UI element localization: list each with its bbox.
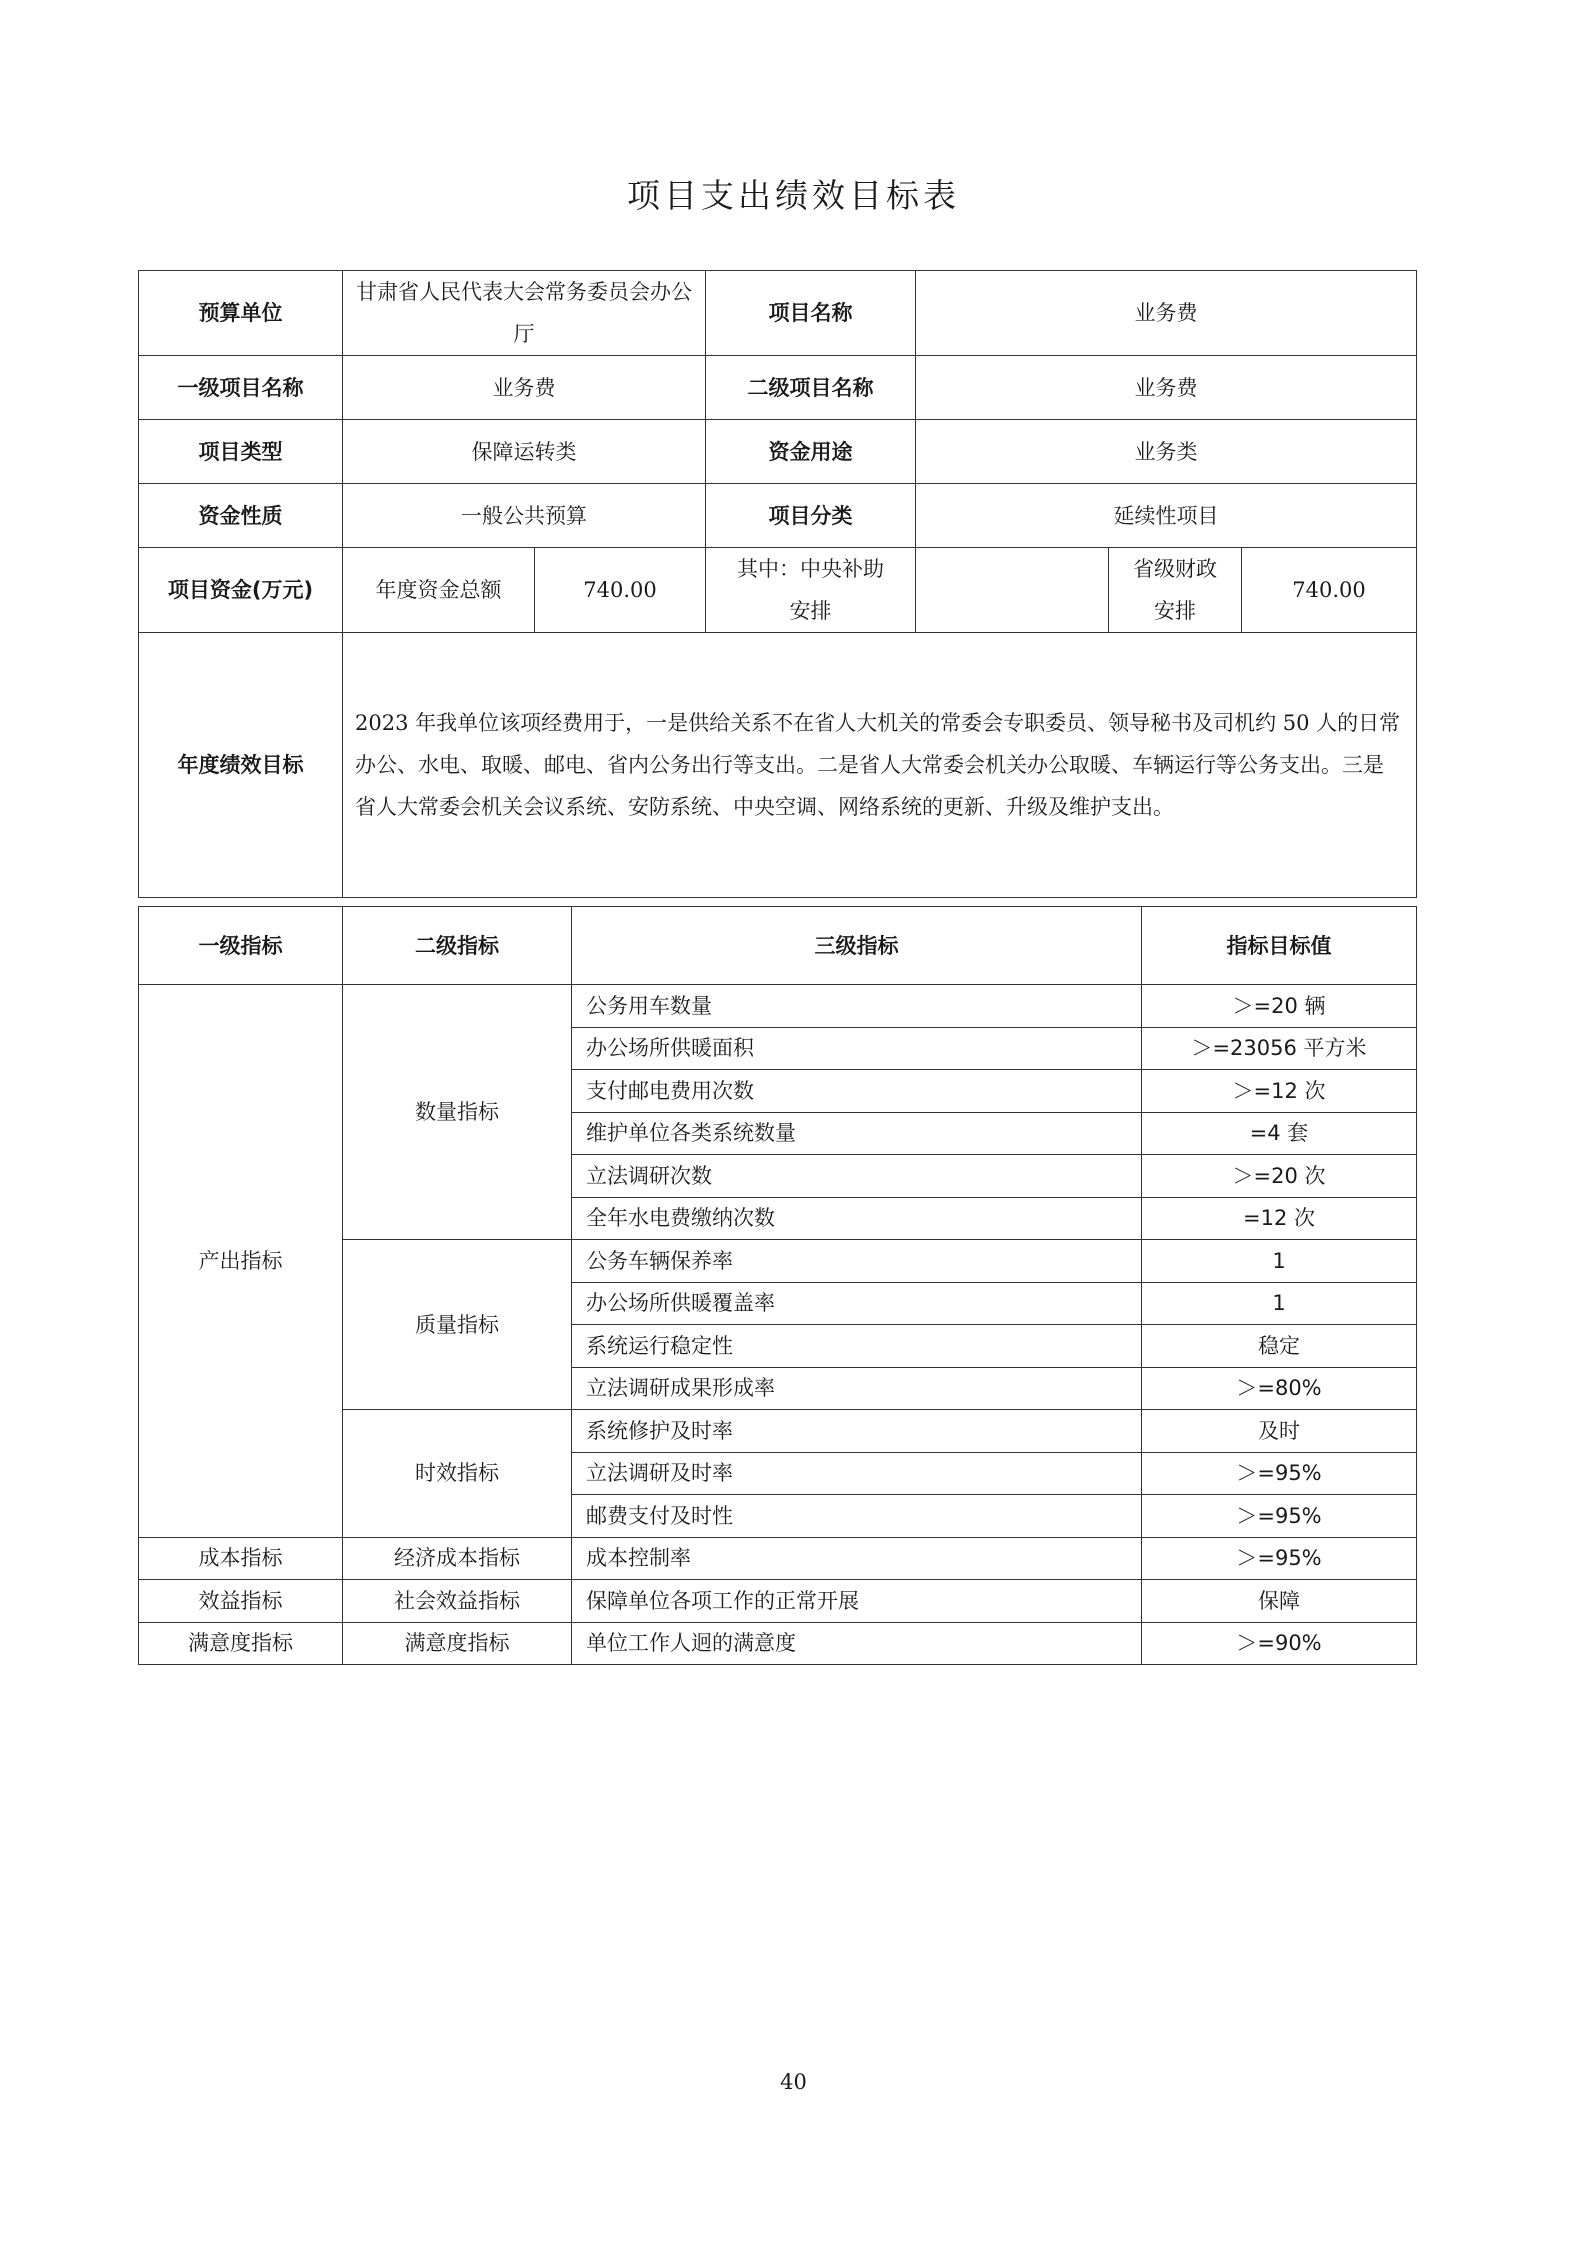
- funds-provincial-value: 740.00: [1242, 548, 1417, 633]
- fund-nature-value: 一般公共预算: [343, 484, 706, 548]
- table-row: [139, 985, 1417, 1028]
- indicator-value: ＞=95%: [1142, 1452, 1417, 1495]
- indicator-name: 邮费支付及时性: [572, 1495, 1142, 1538]
- budget-unit-value: 甘肃省人民代表大会常务委员会办公厅: [343, 271, 706, 356]
- indicator-value: 1: [1142, 1240, 1417, 1283]
- fund-nature-label: 资金性质: [139, 484, 343, 548]
- project-name-value: 业务费: [916, 271, 1417, 356]
- funds-central-value: [916, 548, 1109, 633]
- table-row: [139, 1622, 1417, 1665]
- page-number: 40: [780, 2070, 807, 2094]
- funds-label: 项目资金(万元): [139, 548, 343, 633]
- header-level1: 一级指标: [139, 907, 343, 985]
- indicator-value: ＞=20 次: [1142, 1155, 1417, 1198]
- performance-target-table: [138, 270, 1417, 898]
- indicator-name: 支付邮电费用次数: [572, 1070, 1142, 1113]
- indicator-name: 全年水电费缴纳次数: [572, 1197, 1142, 1240]
- table-row: [139, 1537, 1417, 1580]
- indicator-value: ＞=12 次: [1142, 1070, 1417, 1113]
- row-project-type: [139, 420, 1417, 484]
- indicator-value: 稳定: [1142, 1325, 1417, 1368]
- header-target: 指标目标值: [1142, 907, 1417, 985]
- project-class-value: 延续性项目: [916, 484, 1417, 548]
- row-annual-goal: [139, 633, 1417, 898]
- page-title: 项目支出绩效目标表: [627, 176, 960, 215]
- indicator-name: 办公场所供暖覆盖率: [572, 1282, 1142, 1325]
- funds-central-label: 其中：中央补助安排: [706, 548, 916, 633]
- project-type-label: 项目类型: [139, 420, 343, 484]
- project-class-label: 项目分类: [706, 484, 916, 548]
- funds-provincial-label: 省级财政安排: [1109, 548, 1242, 633]
- indicator-name: 立法调研及时率: [572, 1452, 1142, 1495]
- indicator-name: 立法调研次数: [572, 1155, 1142, 1198]
- fund-use-label: 资金用途: [706, 420, 916, 484]
- indicator-name: 单位工作人迥的满意度: [572, 1622, 1142, 1665]
- indicator-value: =4 套: [1142, 1112, 1417, 1155]
- indicator-value: 保障: [1142, 1580, 1417, 1623]
- indicator-name: 系统修护及时率: [572, 1410, 1142, 1453]
- indicator-table: [138, 906, 1417, 1665]
- quantity-indicator-label: 数量指标: [343, 985, 572, 1240]
- table-row: [139, 1580, 1417, 1623]
- indicator-header-row: [139, 907, 1417, 985]
- goal-text: 2023 年我单位该项经费用于，一是供给关系不在省人大机关的常委会专职委员、领导秘书及司机约 50 人的日常办公、水电、取暖、邮电、省内公务出行等支出。二是省人大常委会机关办公取暖、车辆运行等公务支出。三是省人大常委会机关会议系统、安防系统、中央空调、网络系统的更新、升级及维护支出。: [343, 633, 1417, 898]
- project-type-value: 保障运转类: [343, 420, 706, 484]
- output-indicator-label: 产出指标: [139, 985, 343, 1538]
- row-project-funds: [139, 548, 1417, 633]
- benefit-sub-label: 社会效益指标: [343, 1580, 572, 1623]
- indicator-value: ＞=20 辆: [1142, 985, 1417, 1028]
- indicator-value: ＞=90%: [1142, 1622, 1417, 1665]
- row-fund-nature: [139, 484, 1417, 548]
- indicator-value: ＞=95%: [1142, 1537, 1417, 1580]
- indicator-name: 公务车辆保养率: [572, 1240, 1142, 1283]
- satisfaction-indicator-label: 满意度指标: [139, 1622, 343, 1665]
- level2-name-value: 业务费: [916, 356, 1417, 420]
- timeliness-indicator-label: 时效指标: [343, 1410, 572, 1538]
- satisfaction-sub-label: 满意度指标: [343, 1622, 572, 1665]
- header-level3: 三级指标: [572, 907, 1142, 985]
- indicator-value: 1: [1142, 1282, 1417, 1325]
- indicator-name: 立法调研成果形成率: [572, 1367, 1142, 1410]
- row-budget-unit: [139, 271, 1417, 356]
- level1-name-value: 业务费: [343, 356, 706, 420]
- quality-indicator-label: 质量指标: [343, 1240, 572, 1410]
- funds-total-label: 年度资金总额: [343, 548, 535, 633]
- indicator-value: ＞=95%: [1142, 1495, 1417, 1538]
- indicator-name: 成本控制率: [572, 1537, 1142, 1580]
- indicator-value: =12 次: [1142, 1197, 1417, 1240]
- level2-name-label: 二级项目名称: [706, 356, 916, 420]
- indicator-name: 公务用车数量: [572, 985, 1142, 1028]
- fund-use-value: 业务类: [916, 420, 1417, 484]
- indicator-name: 办公场所供暖面积: [572, 1027, 1142, 1070]
- budget-unit-label: 预算单位: [139, 271, 343, 356]
- indicator-value: ＞=23056 平方米: [1142, 1027, 1417, 1070]
- row-level-names: [139, 356, 1417, 420]
- indicator-name: 维护单位各类系统数量: [572, 1112, 1142, 1155]
- indicator-name: 系统运行稳定性: [572, 1325, 1142, 1368]
- project-name-label: 项目名称: [706, 271, 916, 356]
- cost-sub-label: 经济成本指标: [343, 1537, 572, 1580]
- benefit-indicator-label: 效益指标: [139, 1580, 343, 1623]
- funds-total-value: 740.00: [535, 548, 706, 633]
- indicator-name: 保障单位各项工作的正常开展: [572, 1580, 1142, 1623]
- level1-name-label: 一级项目名称: [139, 356, 343, 420]
- indicator-value: ＞=80%: [1142, 1367, 1417, 1410]
- indicator-value: 及时: [1142, 1410, 1417, 1453]
- goal-label: 年度绩效目标: [139, 633, 343, 898]
- cost-indicator-label: 成本指标: [139, 1537, 343, 1580]
- header-level2: 二级指标: [343, 907, 572, 985]
